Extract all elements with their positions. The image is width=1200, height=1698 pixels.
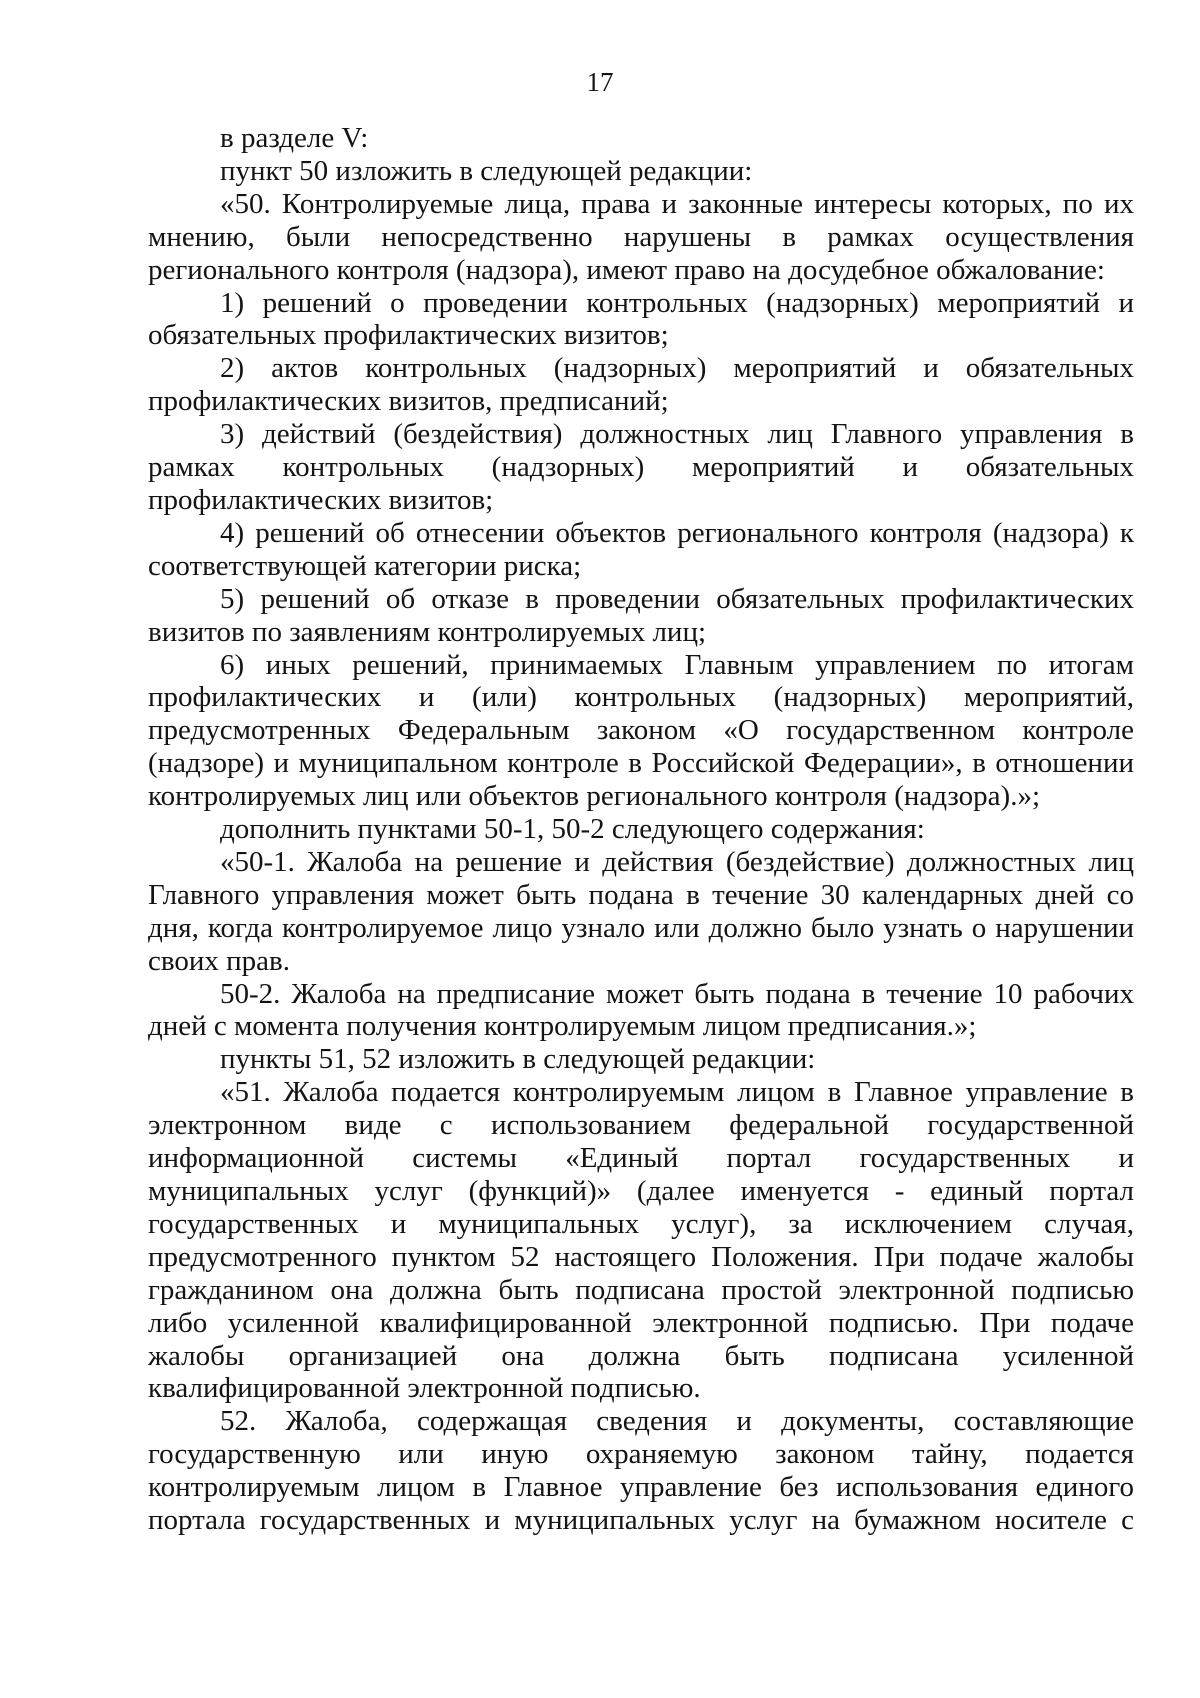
paragraph-item-50-1: «50-1. Жалоба на решение и действия (бездействие) должностных лиц Главного управления может быть подана в течение 30 календарных дней со дня, когда контролируемое лицо узнало или должно было узнать о нарушении своих прав. [148,845,1134,977]
document-body [148,122,1134,1537]
paragraph-subitem-4: 4) решений об отнесении объектов регионального контроля (надзора) к соответствующей категории риска; [148,516,1134,582]
paragraph-items-51-52-intro: пункты 51, 52 изложить в следующей редакции: [220,1043,816,1076]
paragraph-item-52: 52. Жалоба, содержащая сведения и документы, составляющие государственную или иную охраняемую законом тайну, подается контролируемым лицом в Главное управление без использования единого портала государственных и муниципальных услуг на бумажном носителе с [148,1405,1134,1537]
paragraph-item-51: «51. Жалоба подается контролируемым лицом в Главное управление в электронном виде с использованием федеральной государственной информационной системы «Единый портал государственных и муниципальных услуг (функций)» (далее именуется - единый портал государственных и муниципальных услуг), за исключением случая, предусмотренного пунктом 52 настоящего Положения. При подаче жалобы гражданином она должна быть подписана простой электронной подписью либо усиленной квалифицированной электронной подписью. При подаче жалобы организацией она должна быть подписана усиленной квалифицированной электронной подписью. [148,1076,1134,1405]
page-number: 17 [586,67,614,97]
paragraph-add-items-intro: дополнить пунктами 50-1, 50-2 следующего содержания: [220,813,925,846]
paragraph-section-heading: в разделе V: [220,122,369,154]
paragraph-item-50-intro: пункт 50 изложить в следующей редакции: [220,154,753,187]
paragraph-subitem-6: 6) иных решений, принимаемых Главным управлением по итогам профилактических и (или) контрольных (надзорных) мероприятий, предусмотренных Федеральным законом «О государственном контроле (надзоре) и муниципальном контроле в Российской Федерации», в отношении контролируемых лиц или объектов регионального контроля (надзора).»; [148,648,1134,813]
paragraph-subitem-5: 5) решений об отказе в проведении обязательных профилактических визитов по заявлениям контролируемых лиц; [148,582,1134,648]
paragraph-subitem-3: 3) действий (бездействия) должностных лиц Главного управления в рамках контрольных (надзорных) мероприятий и обязательных профилактических визитов; [148,418,1134,516]
paragraph-subitem-1: 1) решений о проведении контрольных (надзорных) мероприятий и обязательных профилактических визитов; [148,286,1134,352]
paragraph-item-50-2: 50-2. Жалоба на предписание может быть подана в течение 10 рабочих дней с момента получения контролируемым лицом предписания.»; [148,977,1134,1043]
paragraph-subitem-2: 2) актов контрольных (надзорных) мероприятий и обязательных профилактических визитов, предписаний; [148,352,1134,418]
paragraph-item-50: «50. Контролируемые лица, права и законные интересы которых, по их мнению, были непосредственно нарушены в рамках осуществления регионального контроля (надзора), имеют право на досудебное обжалование: [148,187,1134,286]
